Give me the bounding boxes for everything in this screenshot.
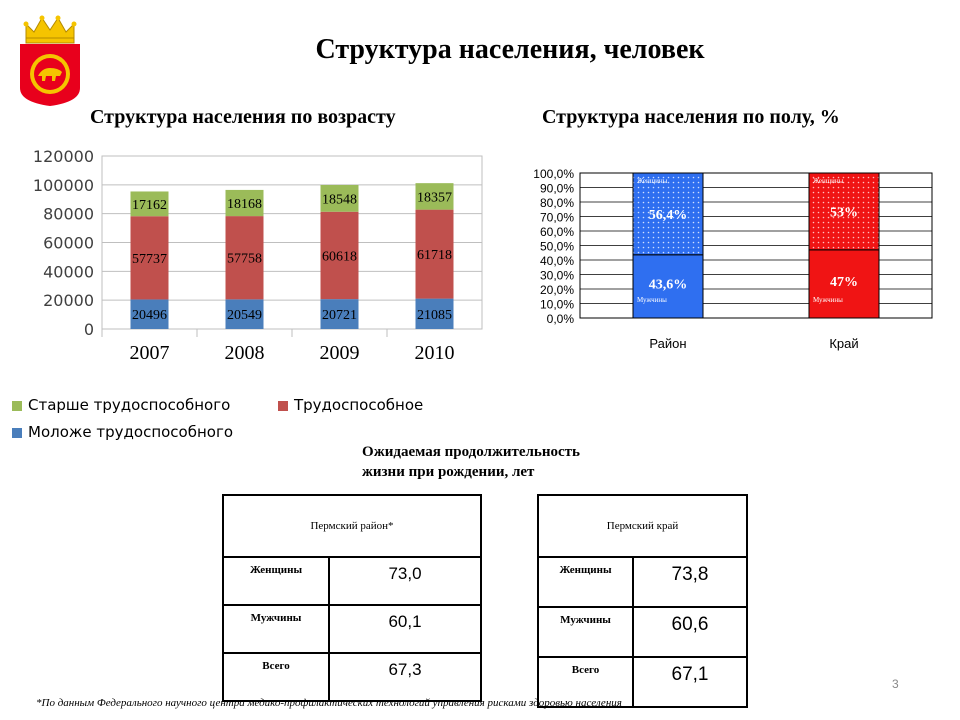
row-label-total: Всего [538,657,633,707]
series-label-men: Мужчины [813,296,843,304]
y-tick-label: 80,0% [539,196,574,210]
life-table-district [222,494,482,702]
row-label-men: Мужчины [538,607,633,657]
legend-swatch-younger [12,428,22,438]
y-tick-label: 70,0% [539,210,574,225]
footnote: *По данным Федерального научного центра медико-профилактических технологий управления рисками здоровью населения [36,697,622,709]
x-tick-label: Район [649,336,687,351]
series-label-women: Женщины [637,177,668,185]
table-row [538,607,747,657]
legend-label-working: Трудоспособное [294,396,424,414]
legend-swatch-working [278,401,288,411]
page-title: Структура населения, человек [315,34,705,65]
y-tick-label: 20,0% [539,283,574,297]
life-table-region [537,494,748,708]
y-tick-label: 120000 [32,147,94,166]
row-label-total: Всего [223,653,329,701]
data-label: 57758 [227,251,262,267]
y-tick-label: 80000 [43,204,94,224]
x-tick-label: 2009 [319,342,360,364]
age-chart-title: Структура населения по возрасту [90,106,396,128]
data-label: 18357 [417,190,452,206]
data-label: 60618 [322,249,357,265]
row-label-men: Мужчины [223,605,329,653]
legend-item-younger [12,423,233,441]
data-label: 57737 [132,251,167,267]
data-label: 20721 [322,308,357,324]
y-tick-label: 20000 [43,291,94,311]
row-label-women: Женщины [223,557,329,605]
data-label: 18168 [227,197,262,213]
legend-swatch-older [12,401,22,411]
table-row [223,653,481,701]
series-label-men: Мужчины [637,296,667,304]
row-label-women: Женщины [538,557,633,607]
data-label: 20549 [227,308,262,324]
y-tick-label: 50,0% [539,239,574,254]
page-number: 3 [892,677,899,691]
data-label: 56,4% [648,207,688,223]
sex-structure-chart [506,160,942,356]
life-expectancy-title [362,442,580,482]
row-value-total: 67,3 [329,653,481,701]
life-expectancy-title-line1: Ожидаемая продолжительность [362,444,580,460]
y-tick-label: 0 [83,320,94,339]
data-label: 21085 [417,307,452,323]
sex-chart-title: Структура населения по полу, % [542,106,840,128]
row-value-women: 73,8 [633,557,747,607]
y-tick-label: 60,0% [539,225,574,239]
y-tick-label: 10,0% [539,297,574,312]
age-structure-chart [28,140,490,368]
y-tick-label: 40,0% [539,254,574,268]
x-tick-label: Край [829,336,859,351]
legend-label-younger: Моложе трудоспособного [28,423,234,441]
y-tick-label: 0,0% [546,312,574,326]
x-tick-label: 2008 [224,342,265,364]
table-row [223,605,481,653]
life-table-header: Пермский район* [223,495,481,557]
y-tick-label: 40000 [43,262,94,282]
row-value-men: 60,6 [633,607,747,657]
table-row [538,557,747,607]
legend-item-older [12,396,230,414]
data-label: 18548 [322,192,357,208]
data-label: 47% [830,274,858,290]
series-label-women: Женщины [813,177,844,185]
table-row [223,557,481,605]
row-value-men: 60,1 [329,605,481,653]
data-label: 43,6% [648,277,688,293]
y-tick-label: 100,0% [533,167,574,181]
row-value-women: 73,0 [329,557,481,605]
data-label: 17162 [132,197,167,213]
y-tick-label: 30,0% [539,268,574,283]
x-tick-label: 2007 [129,342,170,364]
row-value-total: 67,1 [633,657,747,707]
legend-item-working [278,396,423,414]
data-label: 61718 [417,248,452,264]
life-table-header: Пермский край [538,495,747,557]
data-label: 53% [830,205,858,221]
legend-label-older: Старше трудоспособного [28,396,231,414]
x-tick-label: 2010 [414,342,455,364]
data-label: 20496 [132,308,167,324]
life-expectancy-title-line2: жизни при рождении, лет [362,464,535,480]
y-tick-label: 100000 [32,175,94,195]
y-tick-label: 60000 [43,233,94,253]
y-tick-label: 90,0% [539,181,574,196]
